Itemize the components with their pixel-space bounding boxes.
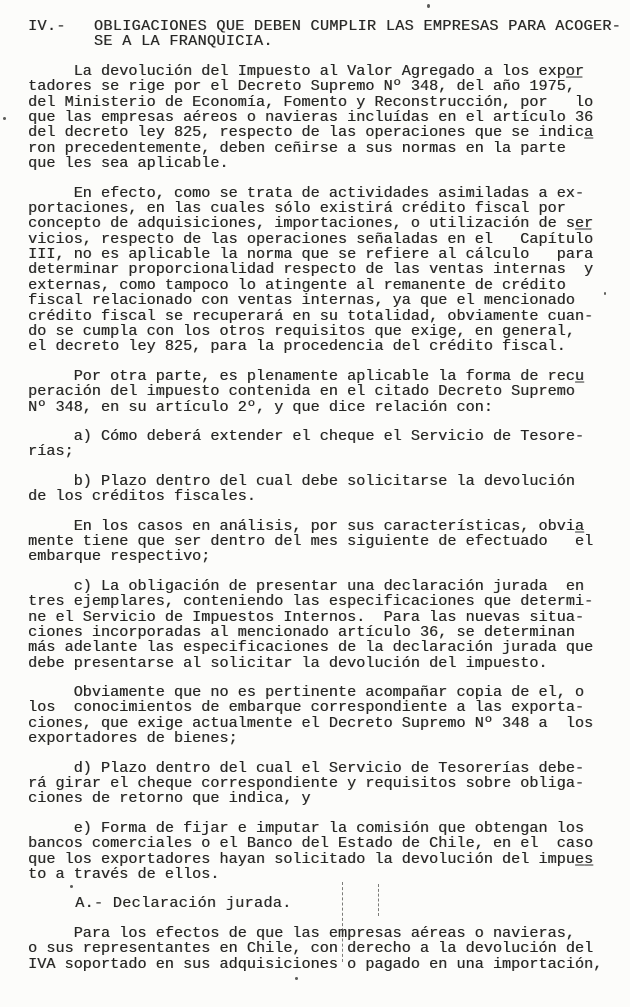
text-line: determinar proporcionalidad respecto de las ventas internas y xyxy=(28,260,594,279)
text-line: concepto de adquisiciones, importaciones, o utilización de se̲r̲ xyxy=(28,214,594,233)
text-line: ciones, que exige actualmente el Decreto Supremo Nº 348 a los xyxy=(28,713,594,732)
text-line: La devolución del Impuesto al Valor Agregado a los expo̲r̲ xyxy=(28,61,584,80)
text-line: ciones de retorno que indica, y xyxy=(28,789,311,808)
text-line: mente tiene que ser dentro del mes siguiente de efectuado el xyxy=(28,531,594,550)
text-line: Nº 348, en su artículo 2º, y que dice relación con: xyxy=(28,397,493,416)
scan-speck xyxy=(3,117,6,120)
text-line: fiscal relacionado con ventas internas, ya que el mencionado xyxy=(28,291,575,310)
text-line: peración del impuesto contenida en el citado Decreto Supremo xyxy=(28,382,575,401)
text-line: En los casos en análisis, por sus características, obvia̲ xyxy=(28,516,584,535)
text-line: que las empresas aéreos o navieras incluídas en el artículo 36 xyxy=(28,107,594,126)
text-line: Obviamente que no es pertinente acompañar copia de el, o xyxy=(28,683,584,702)
text-line: do se cumpla con los otros requisitos que exige, en general, xyxy=(28,322,575,341)
text-line: bancos comerciales o el Banco del Estado de Chile, en el caso xyxy=(28,834,594,853)
paragraph-3 xyxy=(28,366,624,416)
section-iv-heading xyxy=(28,19,624,50)
scan-speck xyxy=(295,977,298,980)
text-line: rá girar el cheque correspondiente y requisitos sobre obliga- xyxy=(28,774,584,793)
text-line: e) Forma de fijar e imputar la comisión que obtengan los xyxy=(28,818,584,837)
scan-artifact-vertical-line xyxy=(378,884,379,916)
text-line: tres ejemplares, conteniendo las especificaciones que determi- xyxy=(28,592,594,611)
text-line: que les sea aplicable. xyxy=(28,154,229,173)
text-line: debe presentarse al solicitar la devolución del impuesto. xyxy=(28,653,548,672)
paragraph-8 xyxy=(28,685,624,747)
text-line: ciones incorporadas al mencionado artículo 36, se determinan xyxy=(28,622,575,641)
text-line: más adelante las especificaciones de la declaración jurada que xyxy=(28,638,594,657)
text-line: En efecto, como se trata de actividades asimiladas a ex- xyxy=(28,183,584,202)
text-line: que los exportadores hayan solicitado la devolución del impue̲s̲ xyxy=(28,849,594,868)
item-d xyxy=(28,758,624,808)
scan-speck xyxy=(70,885,73,888)
text-line: Para los efectos de que las empresas aéreas o navieras, xyxy=(28,923,575,942)
item-b xyxy=(28,471,624,506)
text-line: c) La obligación de presentar una declaración jurada en xyxy=(28,576,584,595)
item-a xyxy=(28,426,624,461)
text-line: A.- Declaración jurada. xyxy=(28,894,292,913)
section-a-heading xyxy=(28,896,624,911)
paragraph-1 xyxy=(28,61,624,173)
text-line: el decreto ley 825, para la procedencia del crédito fiscal. xyxy=(28,337,566,356)
text-line: embarque respectivo; xyxy=(28,547,211,566)
text-line: ne el Servicio de Impuestos Internos. Para las nuevas situa- xyxy=(28,607,584,626)
text-line: los conocimientos de embarque correspondiente a las exporta- xyxy=(28,698,584,717)
text-line: exportadores de bienes; xyxy=(28,729,238,748)
text-line: crédito fiscal se recuperará en su totalidad, obviamente cuan- xyxy=(28,306,594,325)
text-line: del decreto ley 825, respecto de las operaciones que se indica̲ xyxy=(28,123,594,142)
text-line: SE A LA FRANQUICIA. xyxy=(28,32,273,51)
text-line: portaciones, en las cuales sólo existirá crédito fiscal por xyxy=(28,198,566,217)
text-line: IV.- OBLIGACIONES QUE DEBEN CUMPLIR LAS EMPRESAS PARA ACOGER- xyxy=(28,17,622,35)
text-line: o sus representantes en Chile, con derecho a la devolución del xyxy=(28,939,594,958)
document-text xyxy=(28,19,624,972)
text-line: del Ministerio de Economía, Fomento y Reconstrucción, por lo xyxy=(28,92,594,111)
text-line: Por otra parte, es plenamente aplicable la forma de recu̲ xyxy=(28,366,584,385)
text-line: vicios, respecto de las operaciones señaladas en el Capítulo xyxy=(28,229,594,248)
item-e xyxy=(28,818,624,883)
item-c xyxy=(28,576,624,672)
text-line: b) Plazo dentro del cual debe solicitarse la devolución xyxy=(28,471,575,490)
text-line: IVA soportado en sus adquisiciones o pagado en una importación, xyxy=(28,954,603,973)
text-line: rías; xyxy=(28,442,74,461)
scan-speck xyxy=(604,292,606,295)
text-line: III, no es aplicable la norma que se refiere al cálculo para xyxy=(28,245,594,264)
text-line: a) Cómo deberá extender el cheque el Servicio de Tesore- xyxy=(28,426,584,445)
text-line: d) Plazo dentro del cual el Servicio de Tesorerías debe- xyxy=(28,758,584,777)
text-line: externas, como tampoco lo atingente al remanente de crédito xyxy=(28,275,566,294)
paragraph-6 xyxy=(28,516,624,566)
scan-speck xyxy=(427,4,430,8)
scan-artifact-vertical-line xyxy=(342,882,343,962)
paragraph-11 xyxy=(28,923,624,973)
paragraph-2 xyxy=(28,183,624,356)
text-line: ron precedentemente, deben ceñirse a sus normas en la parte xyxy=(28,138,566,157)
text-line: tadores se rige por el Decreto Supremo Nº 348, del año 1975, xyxy=(28,77,575,96)
text-line: to a través de ellos. xyxy=(28,864,220,883)
text-line: de los créditos fiscales. xyxy=(28,487,256,506)
